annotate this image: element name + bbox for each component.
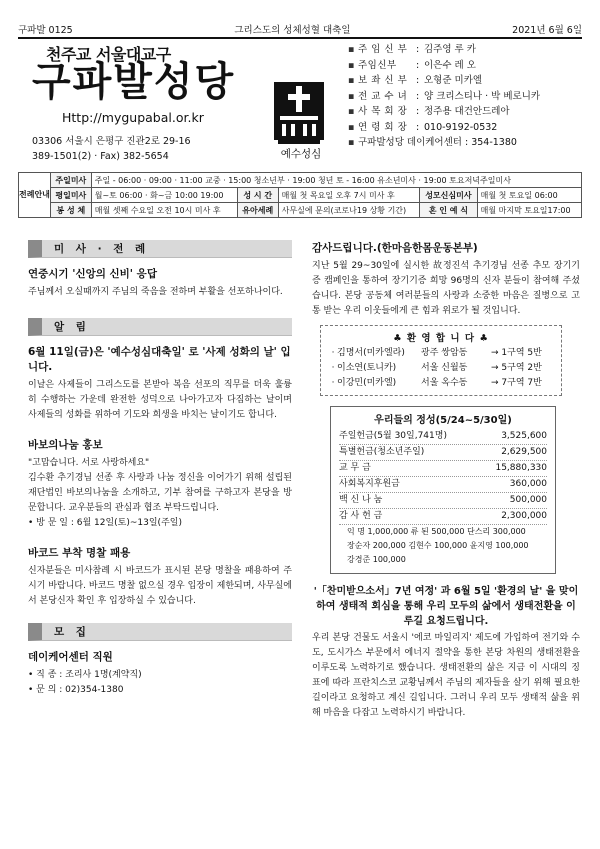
notice-body: 이날은 사제들이 그리스도를 본받아 복음 선포의 직무를 더욱 훌륭히 수행하는 가운데 완전한 성덕으로 나아가고자 다짐하는 날이며 사제들의 성화를 위하여 기도와 희생을 바치는 날이기도 합니다.: [28, 380, 292, 420]
left-column: [28, 240, 292, 712]
offering-note: 장순자 200,000 김현수 100,000 윤지영 100,000: [347, 541, 529, 550]
schedule-label: 성 시 간: [237, 188, 278, 203]
issue-date: 2021년 6월 6일: [512, 25, 582, 36]
eco-notice: [312, 584, 580, 721]
offering-row: 주일헌금(5월 30일,741명) 3,525,600: [339, 429, 547, 445]
mass-notice: [28, 266, 292, 300]
offering-note: 강경준 100,000: [347, 555, 406, 564]
schedule-value: 매월 첫 목요일 오후 7시 미사 후: [278, 188, 420, 203]
section-header-mass: 미 사 · 전 례: [28, 240, 292, 258]
welcome-row: · 이강민(미카엘) 서울 옥수동 → 7구역 7반: [331, 378, 542, 388]
thanks-body: 지난 5월 29~30일에 실시한 故정진석 추기경님 선종 추모 장기기증 캠페인을 통하여 장기기증 희망 96명의 신자 분들이 참여해 주셨습니다. 본당 공동체 여러분들의 사랑과 소중한 마음은 질병으로 고통 받는 우리 이웃들에게 큰 힘과 위로가 될 것입니다.: [312, 261, 580, 316]
offering-row: 백 신 나 눔 500,000: [339, 493, 547, 509]
sacred-heart-logo-icon: [270, 76, 328, 146]
staff-row: ▪ 사 목 회 장 : 정주용 대건안드레아: [348, 106, 510, 117]
liturgy-schedule-table: [18, 172, 582, 218]
schedule-label: 봉 성 체: [50, 203, 91, 218]
offering-row: 감 사 헌 금 2,300,000: [339, 509, 547, 525]
welcome-row: · 이소연(토니카) 서울 신월동 → 5구역 2반: [331, 363, 542, 373]
notice-date: • 방 문 일 : 6월 12일(토)~13일(주일): [28, 518, 182, 528]
mass-notice-title: 연중시기 '신앙의 신비' 응답: [28, 268, 157, 280]
welcome-row: · 김명서(미카엘라) 광주 쌍암동 → 1구역 5반: [331, 348, 542, 358]
recruit-contact: • 문 의 : 02)354-1380: [28, 685, 124, 695]
schedule-value: 매월 마지막 토요일17:00: [477, 203, 581, 218]
issue-number: 구파발 0125: [18, 25, 73, 36]
offering-row: 특별헌금(청소년주일) 2,629,500: [339, 445, 547, 461]
logo-caption: 예수성심: [280, 148, 322, 160]
notice-sacred-heart: [28, 344, 292, 423]
schedule-value: 매월 셋째 수요일 오전 10시 미사 후: [91, 203, 237, 218]
eco-body: 우리 본당 건물도 서울시 '에코 마일리지' 제도에 가입하여 전기와 수도, 도시가스 부문에서 에너지 절약을 통한 본당 차원의 생태전환을 이루도록 노력하기로 했습니다. 생태전환의 삶은 지금 이 시대의 징표에 따라 프란치스코 교황님께서 주님의 제자들을 살기 위해 필요한 길이라고 요청하고 계신 길입니다. 그러니 우리 모두 생태적 삶을 위해 마음을 다잡고 노력하시기 바랍니다.: [312, 633, 580, 718]
offering-title: 우리들의 정성(5/24~5/30일): [374, 415, 512, 426]
mass-notice-body: 주님께서 오실때까지 주님의 죽음을 전하며 부활을 선포하나이다.: [28, 287, 283, 297]
notice-quote: "고맙습니다. 서로 사랑하세요": [28, 458, 150, 468]
thanks-notice: [312, 240, 580, 319]
recruit-job: • 직 종 : 조리사 1명(계약직): [28, 670, 142, 680]
welcome-title: ♣ 환 영 합 니 다 ♣: [393, 333, 489, 344]
staff-row: ▪ 구파발성당 데이케어센터 : 354-1380: [348, 137, 517, 148]
section-header-notice: 알 림: [28, 318, 292, 336]
schedule-vertical-label: 전례안내: [19, 173, 51, 218]
parish-phone: 389-1501(2) · Fax) 382-5654: [32, 151, 169, 162]
schedule-value: 주일 - 06:00 · 09:00 · 11:00 교중 · 15:00 청소년부 · 19:00 청년 토 - 16:00 유소년미사 · 19:00 토요저녁주일미사: [91, 173, 581, 188]
schedule-label: 혼 인 예 식: [420, 203, 477, 218]
staff-row: ▪ 연 령 회 장 : 010-9192-0532: [348, 121, 498, 133]
top-bar: [18, 22, 582, 36]
staff-row: ▪ 주 임 신 부 : 김주영 루 카: [348, 44, 476, 55]
parish-title: 구파발성당: [32, 59, 236, 105]
eco-title: '「찬미받으소서」7년 여정' 과 6월 5일 '환경의 날' 을 맞이하여 생태적 회심을 통해 우리 모두의 삶에서 생태전환을 이루길 요청드립니다.: [313, 586, 579, 627]
schedule-label: 유아세례: [237, 203, 278, 218]
staff-list: [348, 42, 588, 151]
top-divider: [18, 37, 582, 39]
offering-box: [330, 406, 556, 574]
welcome-box: [320, 325, 562, 396]
right-column: [312, 240, 580, 735]
notice-barcode: [28, 545, 292, 609]
notice-body: 김수환 추기경님 선종 후 사랑과 나눔 정신을 이어가기 위해 설립된 재단법인 바보의나눔을 소개하고, 기부 참여를 구하고자 본당을 방문합니다. 교우분들의 관심과 협조 부탁드립니다.: [28, 473, 292, 513]
schedule-label: 주일미사: [50, 173, 91, 188]
notice-body: 신자분들은 미사참례 시 바코드가 표시된 본당 명찰을 패용하여 주시기 바랍니다. 바코드 명찰 없으실 경우 입장이 제한되며, 사무실에서 본당신자 확인 후 입장하실 수 있습니다.: [28, 566, 292, 606]
parish-address: 03306 서울시 은평구 진관2로 29-16: [32, 136, 191, 147]
schedule-label: 평일미사: [50, 188, 91, 203]
staff-row: ▪ 전 교 수 녀 : 양 크리스티나 · 박 베로니카: [348, 90, 541, 102]
schedule-value: 월~토 06:00 · 화~금 10:00 19:00: [91, 188, 237, 203]
offering-row: 사회복지후원금 360,000: [339, 477, 547, 493]
parish-address-block: [32, 134, 191, 164]
notice-title: 바코드 부착 명찰 패용: [28, 547, 131, 559]
notice-title: 바보의나눔 홍보: [28, 439, 103, 451]
staff-row: ▪ 주임신부 : 이은수 레 오: [348, 59, 476, 71]
parish-url[interactable]: Http://mygupabal.or.kr: [62, 110, 204, 125]
offering-row: 교 무 금 15,880,330: [339, 461, 547, 477]
feast-name: 그리스도의 성체성혈 대축일: [234, 25, 351, 36]
section-header-recruit: 모 집: [28, 623, 292, 641]
notice-title: 6월 11일(금)은 '예수성심대축일' 로 '사제 성화의 날' 입니다.: [28, 346, 291, 373]
schedule-value: 매월 첫 토요일 06:00: [477, 188, 581, 203]
offering-note: 익 명 1,000,000 류 된 500,000 단스리 300,000: [347, 527, 526, 536]
diocese-name: 천주교 서울대교구: [46, 45, 171, 64]
staff-row: ▪ 보 좌 신 부 : 오형준 미카엘: [348, 75, 483, 86]
masthead: [18, 42, 582, 170]
thanks-title: 감사드립니다.(한마음한몸운동본부): [312, 242, 478, 254]
recruit-notice: [28, 649, 292, 698]
recruit-title: 데이케어센터 직원: [28, 651, 113, 663]
schedule-value: 사무실에 문의(코로나19 상황 기간): [278, 203, 420, 218]
notice-babo: [28, 437, 292, 531]
schedule-label: 성모신심미사: [420, 188, 477, 203]
